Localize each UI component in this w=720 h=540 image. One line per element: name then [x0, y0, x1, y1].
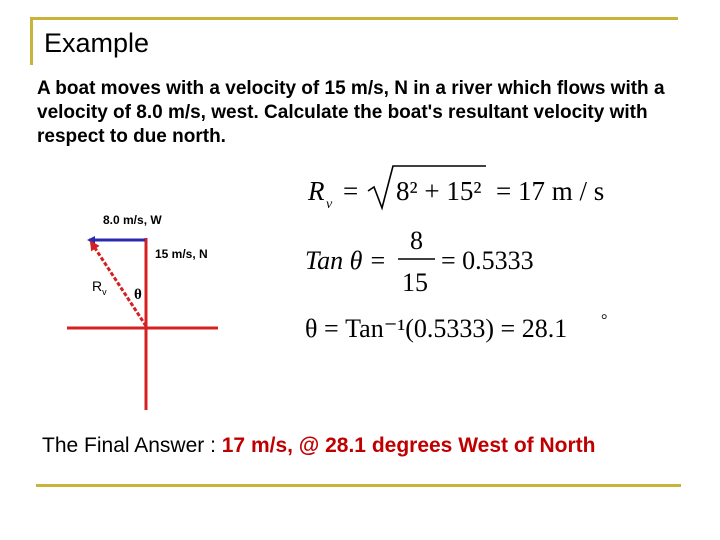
eq1-result: = 17 m / s: [496, 176, 605, 206]
equation-1-graphic: [306, 160, 616, 218]
eq2-denominator: 15: [402, 268, 428, 297]
frame-top-line: [30, 17, 678, 20]
eq2-numerator: 8: [410, 226, 423, 255]
angle-theta-label: θ: [134, 287, 142, 303]
north-vector-label: 15 m/s, N: [155, 247, 208, 261]
eq2-lhs: Tan θ =: [305, 246, 387, 275]
eq1-equals: =: [343, 176, 359, 206]
west-vector-label: 8.0 m/s, W: [103, 213, 162, 227]
final-answer-value: 17 m/s, @ 28.1 degrees West of North: [221, 434, 596, 457]
equation-3-graphic: [303, 305, 623, 355]
problem-statement: A boat moves with a velocity of 15 m/s, N in a river which flows with a velocity of 8.0 m/s, west. Calculate the boat's resultant velocity with respect to due north.: [37, 78, 665, 147]
degree-symbol: °: [601, 312, 608, 329]
equation-2-graphic: [303, 225, 563, 297]
equation-resultant-magnitude: [306, 160, 616, 225]
vector-diagram: [55, 200, 255, 415]
resultant-label: $R_v$: [92, 278, 107, 297]
equation-tangent: [303, 225, 563, 304]
equation-angle: [303, 305, 623, 362]
final-answer: [42, 434, 595, 458]
frame-left-line: [30, 17, 33, 65]
eq1-lhs: R: [308, 176, 325, 206]
final-answer-prefix: The Final Answer :: [42, 434, 222, 457]
eq1-lhs-sub: v: [326, 197, 333, 212]
eq3-text: θ = Tan⁻¹(0.5333) = 28.1: [305, 314, 568, 343]
slide-title: Example: [44, 28, 150, 58]
eq2-result: = 0.5333: [441, 246, 534, 275]
frame-bottom-line: [36, 484, 681, 487]
eq1-radicand: 8² + 15²: [396, 176, 482, 206]
